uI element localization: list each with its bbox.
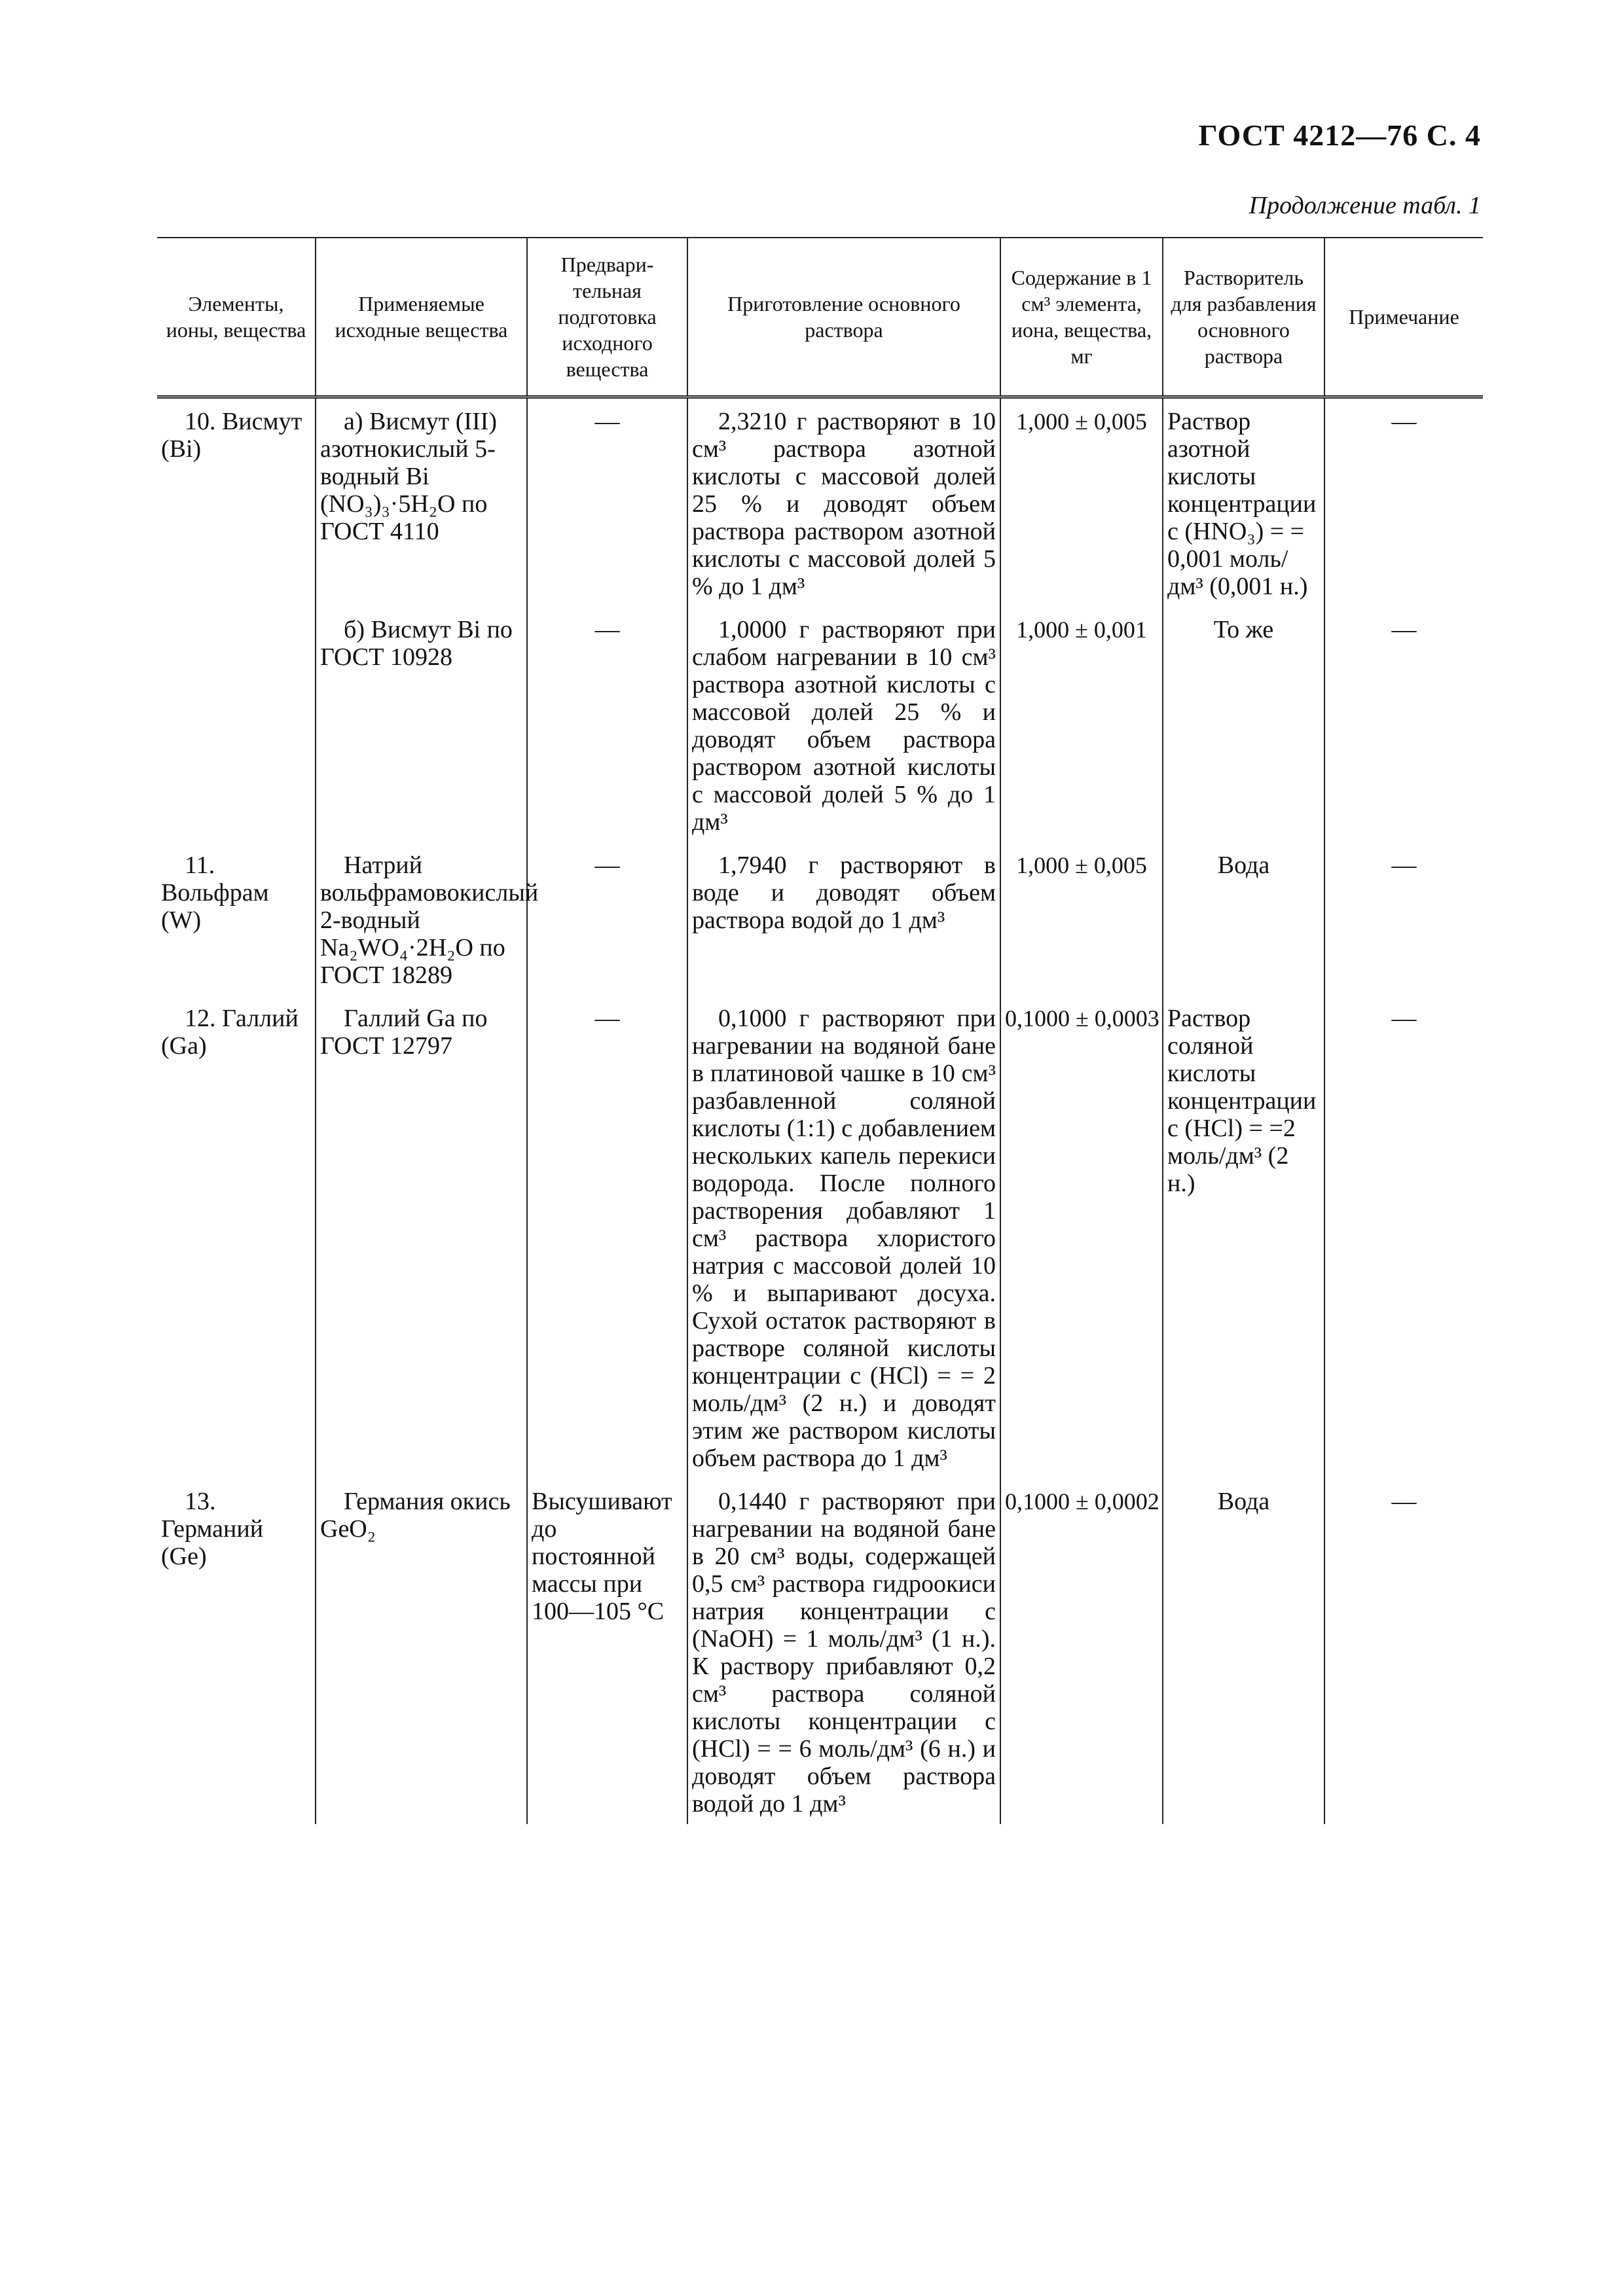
note-cell: — — [1324, 1479, 1483, 1824]
page-header: ГОСТ 4212—76 С. 4 — [1198, 118, 1481, 152]
table-row — [157, 996, 1483, 1479]
note-cell: — — [1324, 607, 1483, 842]
element-cell: 12. Галлий (Ga) — [161, 1005, 299, 1060]
table-continuation-label: Продолжение табл. 1 — [1249, 192, 1481, 219]
table-row — [157, 607, 1483, 842]
preparation-cell: 0,1440 г растворяют при нагревании на водяной бане в 20 см³ воды, содержащей 0,5 см³ раствора гидроокиси натрия концентрации с (NaOH) = 1 моль/дм³ (1 н.). К раствору прибавляют 0,2 см³ раствора соляной кислоты концентрации с (HCl) = = 6 моль/дм³ (6 н.) и доводят объем раствора водой до 1 дм³ — [687, 1479, 1000, 1824]
solvent-cell: Вода — [1163, 1479, 1324, 1824]
solvent-cell: Вода — [1163, 842, 1324, 996]
source-cell: Германия окись GeO₂ — [316, 1479, 527, 1824]
content-cell: 1,000 ± 0,001 — [1000, 607, 1163, 842]
table-row — [157, 1479, 1483, 1824]
header-solvent: Растворитель для разбавления основного раствора — [1163, 238, 1324, 397]
element-cell: 11. Вольфрам (W) — [161, 852, 269, 934]
header-pretreatment: Предвари-тельная подготовка исходного вещества — [527, 238, 687, 397]
note-cell: — — [1324, 397, 1483, 607]
header-content: Содержание в 1 см³ элемента, иона, вещества, мг — [1000, 238, 1163, 397]
table-row — [157, 397, 1483, 607]
content-cell: 1,000 ± 0,005 — [1000, 397, 1163, 607]
content-cell: 1,000 ± 0,005 — [1000, 842, 1163, 996]
solvent-cell: Раствор соляной кислоты концентрации с (HCl) = =2 моль/дм³ (2 н.) — [1163, 996, 1324, 1479]
pretreatment-cell: — — [527, 996, 687, 1479]
note-cell: — — [1324, 842, 1483, 996]
pretreatment-cell: Высушивают до постоянной массы при 100—105 °С — [527, 1479, 687, 1824]
preparation-cell: 2,3210 г растворяют в 10 см³ раствора азотной кислоты с массовой долей 25 % и доводят объем раствора раствором азотной кислоты с массовой долей 5 % до 1 дм³ — [687, 397, 1000, 607]
element-cell: 13. Германий (Ge) — [161, 1488, 264, 1570]
solvent-cell: Раствор азотной кислоты концентрации с (HNO₃) = = 0,001 моль/дм³ (0,001 н.) — [1163, 397, 1324, 607]
pretreatment-cell: — — [527, 607, 687, 842]
header-note: Примечание — [1324, 238, 1483, 397]
header-preparation: Приготовление основного раствора — [687, 238, 1000, 397]
preparation-cell: 0,1000 г растворяют при нагревании на водяной бане в платиновой чашке в 10 см³ разбавленной соляной кислоты (1:1) с добавлением нескольких капель перекиси водорода. После полного растворения добавляют 1 см³ раствора хлористого натрия с массовой долей 10 % и выпаривают досуха. Сухой остаток растворяют в растворе соляной кислоты концентрации с (HCl) = = 2 моль/дм³ (2 н.) и доводят этим же раствором кислоты объем раствора до 1 дм³ — [687, 996, 1000, 1479]
pretreatment-cell: — — [527, 842, 687, 996]
header-source-substances: Применяемые исходные вещества — [316, 238, 527, 397]
pretreatment-cell: — — [527, 397, 687, 607]
source-cell: б) Висмут Bi по ГОСТ 10928 — [316, 607, 527, 842]
element-cell — [157, 607, 316, 842]
table-row — [157, 842, 1483, 996]
source-cell: Галлий Ga по ГОСТ 12797 — [316, 996, 527, 1479]
header-elements: Элементы, ионы, вещества — [157, 238, 316, 397]
solvent-cell: То же — [1163, 607, 1324, 842]
source-cell: а) Висмут (III) азотнокислый 5-водный Bi (NO₃)₃·5H₂O по ГОСТ 4110 — [316, 397, 527, 607]
content-cell: 0,1000 ± 0,0003 — [1000, 996, 1163, 1479]
table-header-row — [157, 238, 1483, 397]
note-cell: — — [1324, 996, 1483, 1479]
preparation-cell: 1,0000 г растворяют при слабом нагревании в 10 см³ раствора азотной кислоты с массовой долей 25 % и доводят объем раствора раствором азотной кислоты с массовой долей 5 % до 1 дм³ — [687, 607, 1000, 842]
source-cell: Натрий вольфрамовокислый 2-водный Na₂WO₄·2H₂O по ГОСТ 18289 — [316, 842, 527, 996]
reagents-table — [157, 237, 1483, 1824]
content-cell: 0,1000 ± 0,0002 — [1000, 1479, 1163, 1824]
element-cell: 10. Висмут (Bi) — [161, 408, 302, 463]
preparation-cell: 1,7940 г растворяют в воде и доводят объем раствора водой до 1 дм³ — [687, 842, 1000, 996]
